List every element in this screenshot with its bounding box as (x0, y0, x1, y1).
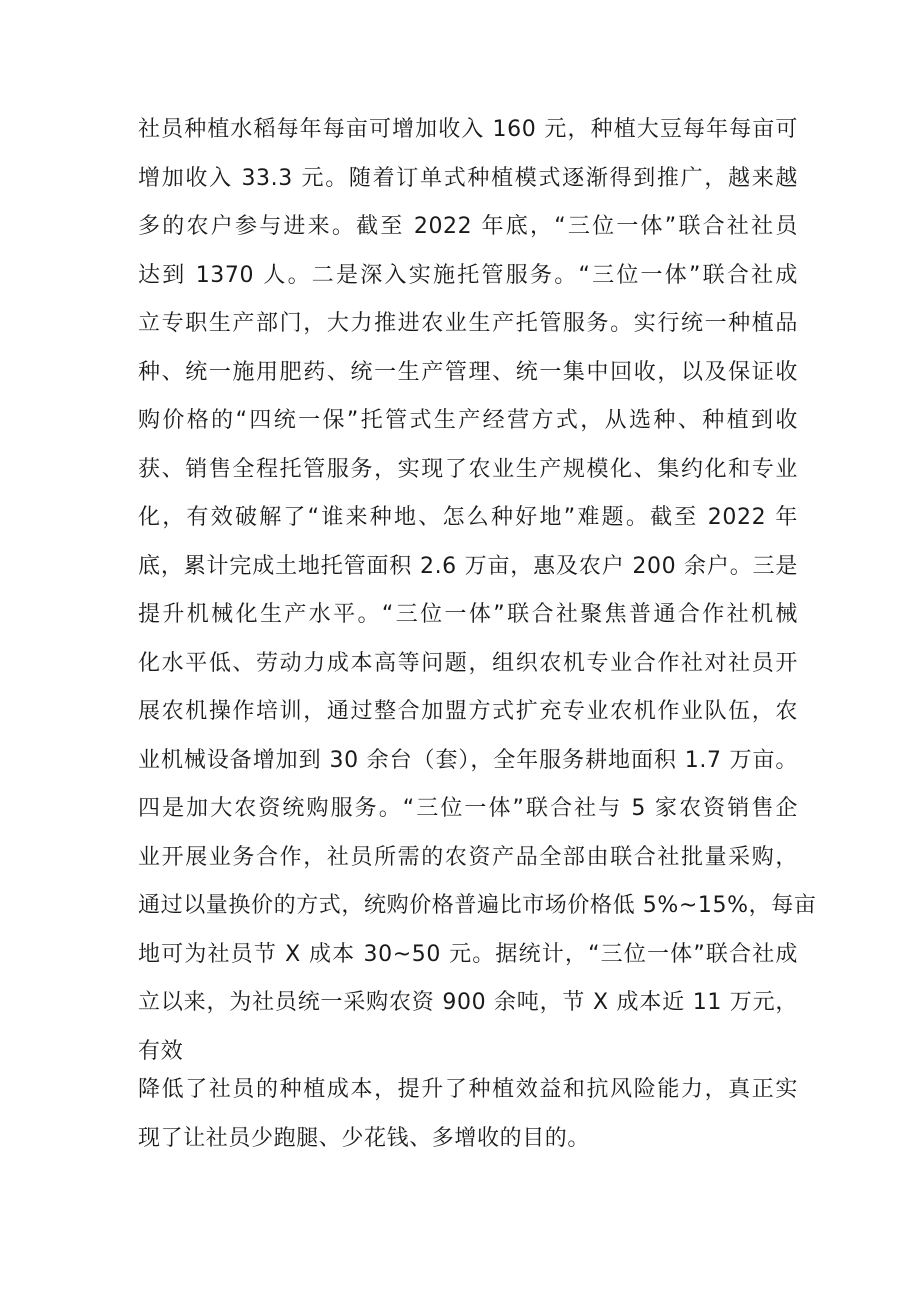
text-line: 化水平低、劳动力成本高等问题，组织农机专业合作社对社员开 (138, 650, 798, 676)
text-line: 立专职生产部门，大力推进农业生产托管服务。实行统一种植品 (138, 311, 798, 336)
text-line: 业机械设备增加到 30 余台（套），全年服务耕地面积 1.7 万亩。 (138, 747, 798, 773)
text-line: 购价格的“四统一保”托管式生产经营方式，从选种、种植到收 (138, 408, 798, 433)
text-line: 通过以量换价的方式，统购价格普遍比市场价格低 5%~15%，每亩 (138, 893, 817, 918)
text-line: 化，有效破解了“谁来种地、怎么种好地”难题。截至 2022 年 (138, 505, 798, 530)
paragraph-2 (138, 1066, 798, 1163)
text-line: 降低了社员的种植成本，提升了种植效益和抗风险能力，真正实 (138, 1077, 798, 1102)
text-line: 地可为社员节 X 成本 30~50 元。据统计，“三位一体”联合社成 (138, 941, 798, 967)
text-line: 底，累计完成土地托管面积 2.6 万亩，惠及农户 200 余户。三是 (138, 553, 798, 579)
text-line: 增加收入 33.3 元。随着订单式种植模式逐渐得到推广，越来越 (138, 165, 798, 191)
text-line: 有效 (138, 1038, 184, 1064)
text-line: 业开展业务合作，社员所需的农资产品全部由联合社批量采购， (138, 844, 798, 870)
text-line: 社员种植水稻每年每亩可增加收入 160 元，种植大豆每年每亩可 (138, 117, 798, 142)
text-line: 现了让社员少跑腿、少花钱、多增收的目的。 (138, 1125, 591, 1151)
text-line: 获、销售全程托管服务，实现了农业生产规模化、集约化和专业 (138, 456, 798, 482)
paragraph-1 (138, 106, 817, 1076)
text-line: 多的农户参与进来。截至 2022 年底，“三位一体”联合社社员 (138, 214, 798, 239)
text-line: 展农机操作培训，通过整合加盟方式扩充专业农机作业队伍，农 (138, 699, 798, 724)
text-line: 提升机械化生产水平。“三位一体”联合社聚焦普通合作社机械 (138, 602, 798, 627)
text-line: 四是加大农资统购服务。“三位一体”联合社与 5 家农资销售企 (138, 796, 798, 821)
text-line: 种、统一施用肥药、统一生产管理、统一集中回收，以及保证收 (138, 359, 798, 385)
text-line: 立以来，为社员统一采购农资 900 余吨，节 X 成本近 11 万元， (138, 990, 798, 1015)
text-line: 达到 1370 人。二是深入实施托管服务。“三位一体”联合社成 (138, 262, 798, 288)
